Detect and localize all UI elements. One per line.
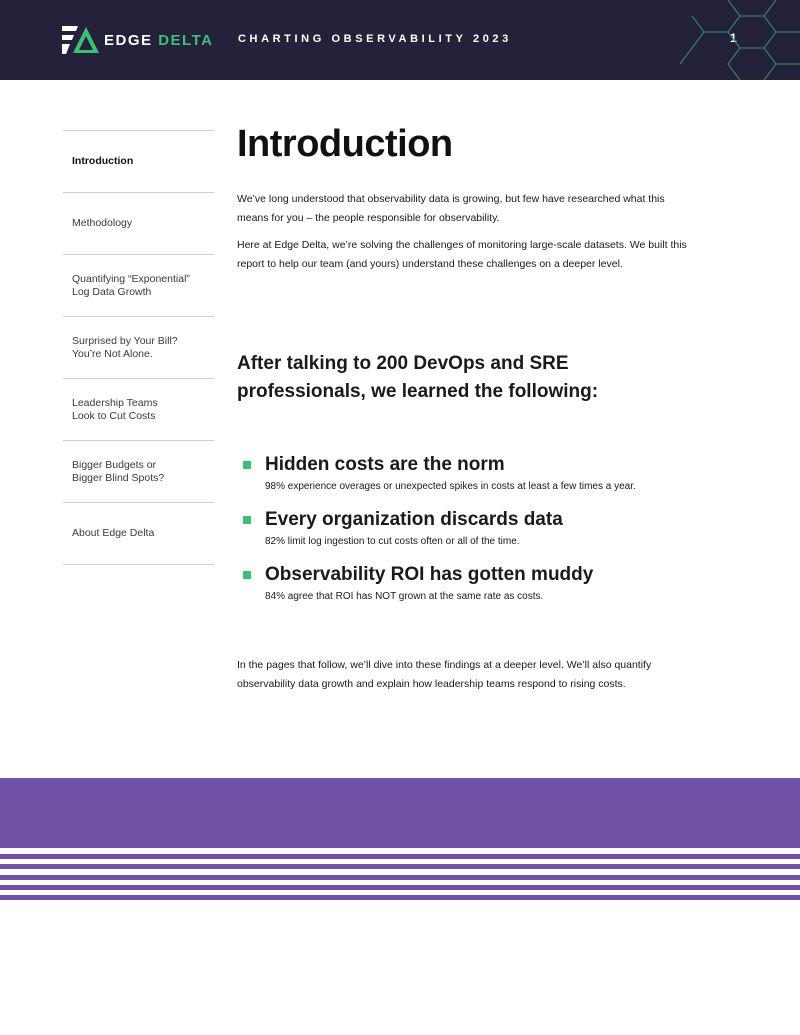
finding-detail: 84% agree that ROI has NOT grown at the same rate as costs. bbox=[265, 591, 544, 602]
brand-name-second: DELTA bbox=[158, 31, 214, 49]
page-number: 1 bbox=[730, 31, 737, 45]
toc-item-about-edge-delta[interactable]: About Edge Delta bbox=[63, 502, 214, 564]
toc-item-log-data-growth[interactable]: Quantifying “Exponential” Log Data Growth bbox=[63, 254, 214, 316]
hexagon-pattern-icon bbox=[680, 0, 800, 80]
intro-paragraph-2: Here at Edge Delta, we’re solving the challenges of monitoring large-scale datasets. We built this report to help our team (and yours) understand these challenges on a deeper level. bbox=[237, 239, 687, 270]
intro-paragraph-1: We’ve long understood that observability data is growing, but few have researched what this means for you – the people responsible for observability. bbox=[237, 193, 665, 224]
page-title: Introduction bbox=[237, 123, 453, 165]
toc-item-leadership-teams[interactable]: Leadership Teams Look to Cut Costs bbox=[63, 378, 214, 440]
toc-item-bigger-budgets[interactable]: Bigger Budgets or Bigger Blind Spots? bbox=[63, 440, 214, 502]
brand-name-first: EDGE bbox=[104, 31, 153, 49]
green-square-bullet-icon bbox=[243, 516, 251, 524]
toc-divider bbox=[63, 564, 214, 565]
finding-roi-muddy bbox=[237, 564, 687, 604]
finding-detail: 98% experience overages or unexpected spikes in costs at least a few times a year. bbox=[265, 481, 636, 492]
footer-stripe bbox=[0, 895, 800, 900]
edge-delta-logo-icon bbox=[62, 26, 100, 54]
finding-heading: Every organization discards data bbox=[265, 509, 563, 530]
finding-hidden-costs bbox=[237, 454, 687, 494]
main-content bbox=[237, 120, 687, 694]
toc-item-surprised-by-bill[interactable]: Surprised by Your Bill? You’re Not Alone. bbox=[63, 316, 214, 378]
edge-delta-logo bbox=[62, 26, 213, 54]
footer-stripe bbox=[0, 875, 800, 880]
finding-detail: 82% limit log ingestion to cut costs often or all of the time. bbox=[265, 536, 520, 547]
report-title: CHARTING OBSERVABILITY 2023 bbox=[238, 33, 512, 45]
footer-stripe bbox=[0, 864, 800, 869]
footer-stripe bbox=[0, 854, 800, 859]
finding-heading: Hidden costs are the norm bbox=[265, 454, 505, 475]
finding-heading: Observability ROI has gotten muddy bbox=[265, 564, 594, 585]
closing-paragraph: In the pages that follow, we’ll dive into these findings at a deeper level. We’ll also quantify observability data growth and explain how leadership teams respond to rising costs. bbox=[237, 659, 652, 690]
table-of-contents bbox=[63, 130, 214, 565]
toc-item-methodology[interactable]: Methodology bbox=[63, 192, 214, 254]
toc-item-introduction[interactable]: Introduction bbox=[63, 130, 214, 192]
findings-subheading: After talking to 200 DevOps and SRE professionals, we learned the following: bbox=[237, 353, 599, 402]
footer-stripe bbox=[0, 885, 800, 890]
green-square-bullet-icon bbox=[243, 571, 251, 579]
green-square-bullet-icon bbox=[243, 461, 251, 469]
finding-discards-data bbox=[237, 509, 687, 549]
page-header bbox=[0, 0, 800, 80]
footer-band bbox=[0, 778, 800, 848]
brand-name bbox=[104, 32, 213, 49]
